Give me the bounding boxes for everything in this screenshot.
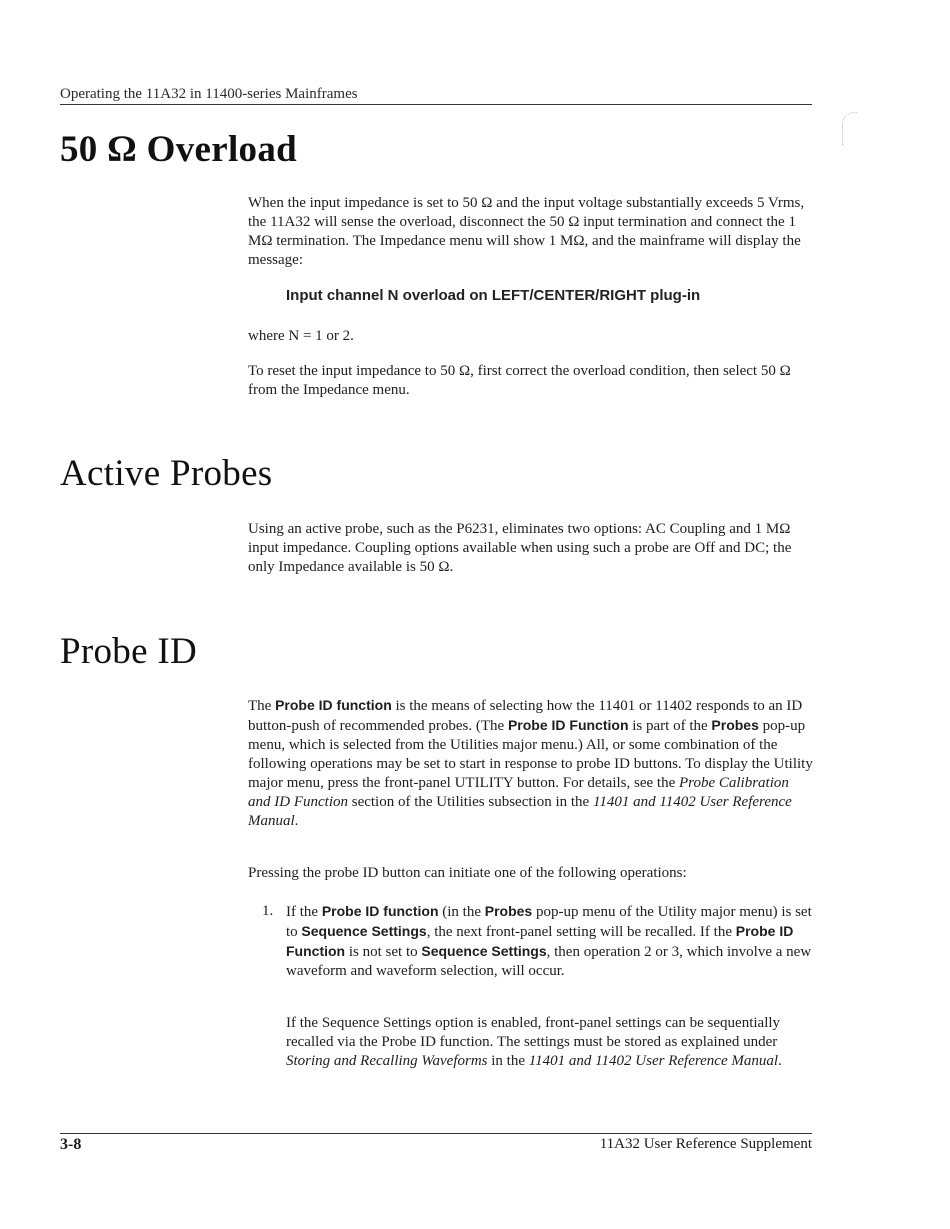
probe-id-paragraph-1 [248,696,814,831]
text-run: . [778,1053,782,1069]
menu-term-probes: Probes [484,903,533,919]
text-run: If the Sequence Settings option is enabled, front-panel settings can be sequentially recalled via the Probe ID function. The settings must be stored as explained under [286,1015,781,1050]
menu-term-probes: Probes [711,717,759,733]
section-title-overload: 50 Ω Overload [60,129,298,170]
menu-term-sequence-settings: Sequence Settings [421,943,547,959]
footer-title: 11A32 User Reference Supplement [599,1136,812,1152]
text-run: pop-up menu of the Utility major menu) is set to [286,904,812,940]
menu-term-probe-id-function: Probe ID Function [507,717,629,733]
probe-id-paragraph-2: Pressing the probe ID button can initiate one of the following operations: [248,865,687,881]
manual-title: 11401 and 11402 User Reference Manual [528,1053,779,1069]
text-run: is part of the [628,718,712,734]
menu-term-probe-id-function: Probe ID Function [286,923,794,959]
margin-mark [842,112,857,145]
overload-message: Input channel N overload on LEFT/CENTER/RIGHT plug-in [286,287,701,304]
text-run: The [248,698,276,714]
active-probes-paragraph: Using an active probe, such as the P6231, eliminates two options: AC Coupling and 1 MΩ input impedance. Coupling options available when using such a probe are Off and DC; the only Impedance available is 50 Ω. [248,521,792,575]
overload-paragraph-3: To reset the input impedance to 50 Ω, first correct the overload condition, then select 50 Ω from the Impedance menu. [248,363,791,398]
text-run: pop-up menu, which is selected from the Utilities major menu.) All, or some combination of the following operations may be set to start in response to probe ID buttons. To display the Utility major menu, press the front-panel UTILITY button. For details, see the [248,718,813,791]
text-run: If the [286,904,322,920]
text-run: , then operation 2 or 3, which involve a new waveform and waveform selection, will occur. [286,944,812,979]
text-run: . [294,813,299,829]
text-run: , the next front-panel setting will be recalled. If the [426,924,736,940]
section-title-probe-id: Probe ID [60,631,198,672]
list-item-number: 1. [262,903,274,919]
page-number: 3-8 [60,1136,82,1153]
footer-rule [60,1133,812,1134]
text-run: (in the [438,904,485,920]
menu-term-sequence-settings: Sequence Settings [301,923,427,939]
text-run: is the means of selecting how the 11401 or 11402 responds to an ID button-push of recommended probes. (The [248,698,803,734]
running-head: Operating the 11A32 in 11400-series Mainframes [60,86,358,102]
reference-title: Probe Calibration and ID Function [248,775,789,810]
overload-paragraph-2: where N = 1 or 2. [248,328,354,344]
menu-term-probe-id-function: Probe ID function [275,697,392,713]
list-item-1-text [286,902,814,981]
manual-title: 11401 and 11402 User Reference Manual [248,794,792,829]
text-run: is not set to [345,944,422,960]
section-title-active-probes: Active Probes [60,453,273,494]
overload-paragraph-1: When the input impedance is set to 50 Ω and the input voltage substantially exceeds 5 Vrms, the 11A32 will sense the overload, disconnect the 50 Ω input termination and connect the 1 MΩ termination. The Impedance menu will show 1 MΩ, and the mainframe will display the message: [248,195,805,268]
text-run: section of the Utilities subsection in the [347,794,593,810]
header-rule [60,104,812,105]
menu-term-probe-id-function: Probe ID function [321,903,439,919]
text-run: in the [487,1053,529,1069]
list-item-1-paragraph-2 [286,1014,814,1071]
reference-title: Storing and Recalling Waveforms [286,1053,488,1069]
